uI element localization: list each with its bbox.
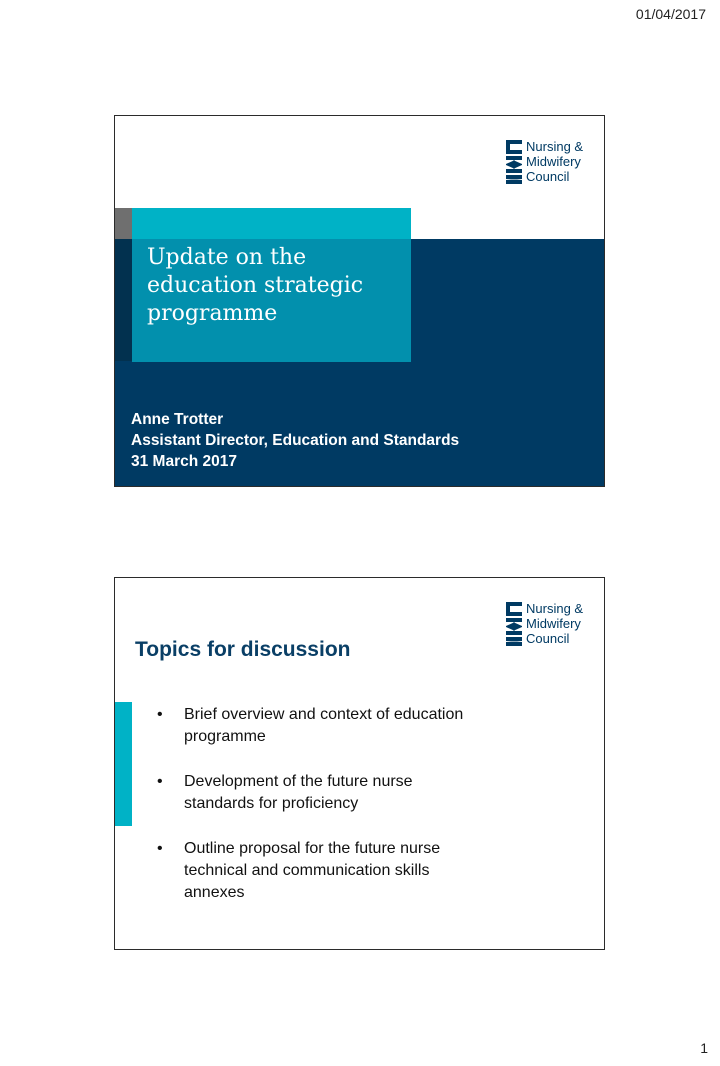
slide-title: Topics for discussion [135, 638, 351, 661]
nmc-logo-text [526, 601, 583, 646]
bullet-icon: • [157, 706, 163, 723]
logo-line-3: Council [526, 169, 570, 184]
nmc-logo-mark-icon [504, 601, 524, 646]
slide-title [147, 244, 407, 328]
presenter-block [131, 409, 459, 472]
bullet-icon: • [157, 840, 163, 857]
logo-line-2: Midwifery [526, 154, 581, 169]
list-item-line: technical and communication skills [184, 862, 430, 879]
logo-line-1: Nursing & [526, 601, 584, 616]
grey-accent [115, 208, 132, 239]
list-item-line: Brief overview and context of education [184, 706, 464, 723]
logo-line-3: Council [526, 631, 570, 646]
presenter-name: Anne Trotter [131, 411, 224, 428]
list-item-line: programme [184, 728, 266, 745]
list-item-line: annexes [184, 884, 245, 901]
list-item [157, 771, 557, 815]
topics-list [157, 704, 557, 927]
page-number: 1 [700, 1040, 708, 1056]
list-item [157, 704, 557, 748]
slide-title-line: education strategic [147, 273, 364, 298]
nmc-logo-text [526, 139, 583, 184]
nmc-logo-mark-icon [504, 139, 524, 184]
presentation-date: 31 March 2017 [131, 453, 237, 470]
slide-title-line: Update on the [147, 245, 307, 270]
page-date: 01/04/2017 [635, 6, 706, 22]
list-item-line: Outline proposal for the future nurse [184, 840, 441, 857]
teal-accent-bar [115, 702, 132, 826]
presenter-role: Assistant Director, Education and Standards [131, 432, 460, 449]
logo-line-2: Midwifery [526, 616, 581, 631]
slide-1 [114, 115, 605, 487]
slide-title-line: programme [147, 301, 278, 326]
list-item [157, 838, 557, 904]
logo-line-1: Nursing & [526, 139, 584, 154]
slide-2 [114, 577, 605, 950]
list-item-line: standards for proficiency [184, 795, 359, 812]
list-item-line: Development of the future nurse [184, 773, 413, 790]
bullet-icon: • [157, 773, 163, 790]
dark-accent-bar [115, 239, 132, 361]
